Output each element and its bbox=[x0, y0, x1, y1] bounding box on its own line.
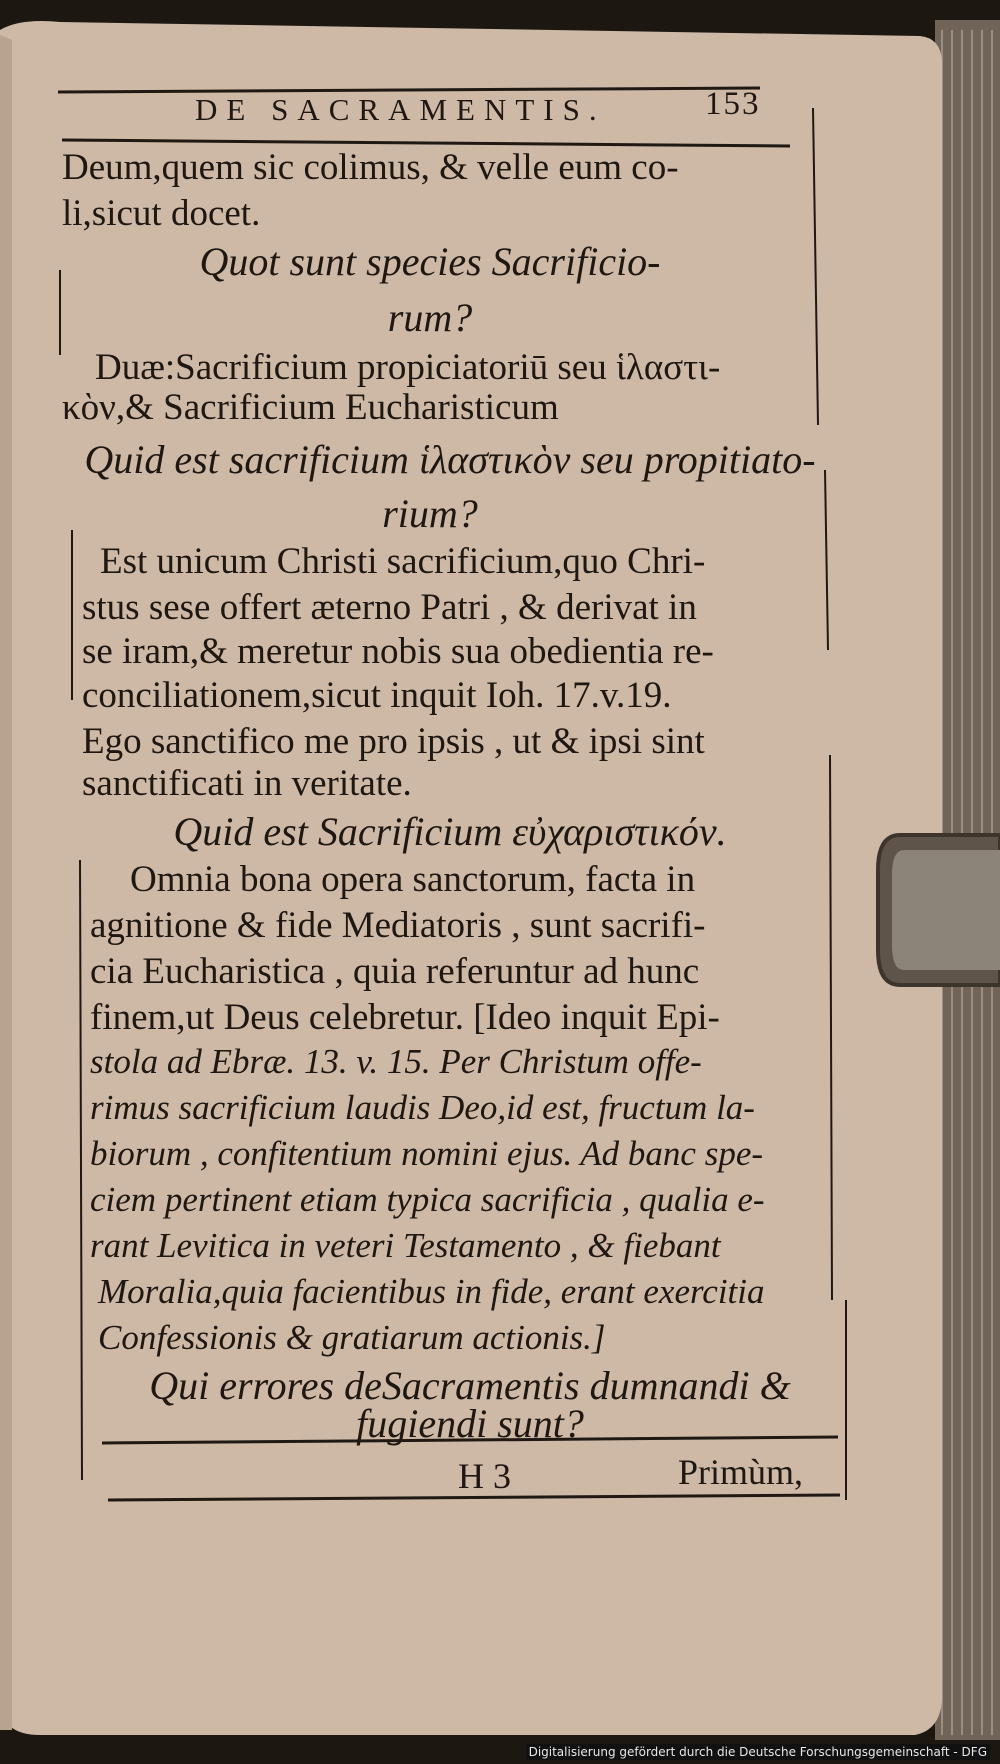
text-line: κὸν,& Sacrificium Eucharisticum bbox=[62, 387, 559, 428]
running-head: DE SACRAMENTIS. bbox=[195, 92, 606, 127]
text-line: cia Eucharistica , quia referuntur ad hunc bbox=[90, 951, 700, 992]
text-line: rimus sacrificium laudis Deo,id est, fructum la- bbox=[90, 1088, 755, 1127]
catchword: Primùm, bbox=[678, 1452, 804, 1492]
question-heading: rum? bbox=[387, 295, 473, 340]
text-line: Confessionis & gratiarum actionis.] bbox=[98, 1318, 606, 1357]
text-line: finem,ut Deus celebretur. [Ideo inquit Epi- bbox=[90, 997, 720, 1038]
text-line: agnitione & fide Mediatoris , sunt sacrifi- bbox=[90, 905, 706, 946]
text-line: biorum , confitentium nomini ejus. Ad banc spe- bbox=[90, 1134, 764, 1173]
text-line: conciliationem,sicut inquit Ioh. 17.v.19. bbox=[82, 675, 672, 716]
text-line: Omnia bona opera sanctorum, facta in bbox=[130, 859, 696, 900]
bookmark-clip-inner bbox=[892, 850, 1000, 970]
text-line: Duæ:Sacrificium propiciatoriū seu ἱλαστι- bbox=[95, 347, 721, 388]
question-heading: Quot sunt species Sacrificio- bbox=[199, 239, 661, 284]
text-line: ciem pertinent etiam typica sacrificia , qualia e- bbox=[90, 1180, 765, 1219]
question-heading: Qui errores deSacramentis dumnandi & bbox=[149, 1363, 791, 1408]
text-line: sanctificati in veritate. bbox=[82, 763, 412, 804]
question-heading: rium? bbox=[382, 491, 478, 536]
digitization-credit: Digitalisierung gefördert durch die Deutsche Forschungsgemeinschaft - DFG bbox=[526, 1744, 990, 1760]
page-number: 153 bbox=[705, 86, 761, 122]
signature-mark: H 3 bbox=[458, 1456, 511, 1496]
question-heading: Quid est sacrificium ἱλαστικὸν seu propitiato- bbox=[84, 437, 816, 482]
text-line: Est unicum Christi sacrificium,quo Chri- bbox=[100, 541, 706, 582]
text-line: Ego sanctifico me pro ipsis , ut & ipsi sint bbox=[82, 721, 705, 762]
text-line: stola ad Ebræ. 13. v. 15. Per Christum offe- bbox=[90, 1042, 702, 1081]
text-line: Deum,quem sic colimus, & velle eum co- bbox=[62, 147, 679, 188]
text-line: stus sese offert æterno Patri , & derivat in bbox=[82, 587, 697, 628]
question-heading: fugiendi sunt? bbox=[356, 1401, 584, 1446]
text-line: Moralia,quia facientibus in fide, erant exercitia bbox=[98, 1272, 765, 1311]
page-gutter-shadow bbox=[0, 35, 12, 1730]
text-line: rant Levitica in veteri Testamento , & fiebant bbox=[90, 1226, 721, 1265]
text-line: li,sicut docet. bbox=[62, 193, 261, 234]
question-heading: Quid est Sacrificium εὐχαριστικόν. bbox=[173, 809, 727, 854]
text-line: se iram,& meretur nobis sua obedientia re- bbox=[82, 631, 714, 672]
